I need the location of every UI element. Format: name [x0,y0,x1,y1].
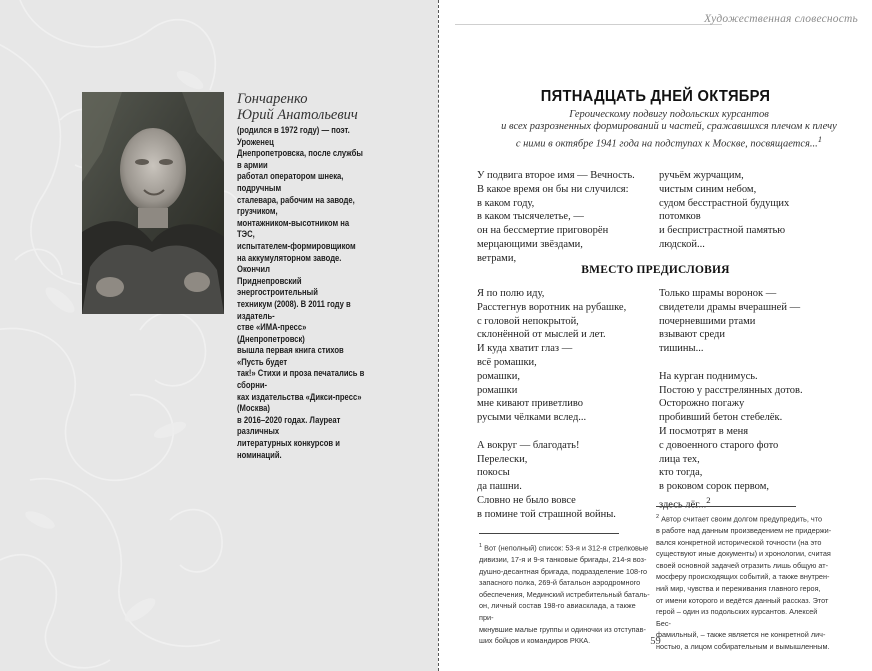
dedication-line [469,133,869,151]
verse-line: русыми чёлками вслед... [477,412,587,424]
author-given-names: Юрий Анатольевич [237,107,358,123]
verse-main-right [659,287,803,512]
verse-line: всё ромашки, [477,356,537,368]
dedication-line: Героическому подвигу подольских курсантов [569,109,769,120]
bio-line: (родился в 1972 году) — поэт. Уроженец [237,125,350,147]
verse-line: ручьём журчащим, [659,170,744,181]
footnote-line: душно-десантная бригада, подразделение 108-го [479,566,648,576]
dedication-line-text: с ними в октябре 1941 года на подступах к Москве, посвящается... [515,138,818,150]
verse-line: в каком году, [477,197,535,209]
verse-line: судом бесстрастной будущих [659,197,790,209]
verse-line: А вокруг — благодать! [477,439,580,451]
footnote-line: в работе над данным произведением не придержи- [656,526,832,536]
bio-line: так!» Стихи и проза печатались в сборни- [237,368,365,391]
stanza-gap [477,425,626,439]
verse-line: ромашки, [477,370,520,382]
verse-line: да пашни. [477,481,522,493]
verse-line: Осторожно погажу [659,398,745,410]
footnote-line: существуют иные документы) и хронологии, считая [656,549,831,559]
verse-line: На курган поднимусь. [659,370,758,382]
verse-line: в каком тысячелетье, — [477,211,584,223]
footnote-line: ностью, а лицом собирательным и вымышленным. [656,641,830,651]
bio-line: работал оператором шнека, подручным [237,171,344,193]
verse-line: с головой непокрытой, [477,315,579,327]
bio-line: на аккумуляторном заводе. Окончил [237,252,342,275]
verse-line: ветрами, [477,252,517,264]
verse-line: тишины... [659,343,704,355]
verse-top-right [659,169,789,252]
footnote-line: от имени которого и ведётся данный рассказ. Этот [656,595,829,605]
verse-main-left [477,287,626,522]
verse-line: почерневшими ртами [659,315,756,327]
footnote-line: он, личный состав 198-го авиасклада, а также при- [479,601,636,622]
verse-line: мне кивают приветливо [477,398,584,410]
bio-line: Приднепровский энергостроительный [237,275,318,298]
verse-line: с довоенного старого фото [659,439,779,451]
verse-top-left [477,169,635,266]
footnote-line: мосферу происходящих событий, а также внутрен- [656,572,830,582]
verse-line: покосы [477,467,510,479]
verse-line: свидетели драмы вчерашней — [659,301,801,313]
bio-line: Днепропетровска, после службы в армии [237,148,363,170]
dedication-line: и всех разрозненных формирований и частей, сражавшихся плечом к плечу [501,121,837,133]
footnote-line: своей основной задачей отразить лишь общую ат- [656,560,829,570]
verse-line-text: здесь лёг... [659,499,707,511]
page-number: 59 [650,636,661,647]
bio-line: испытателем-формировщиком [237,240,356,251]
author-name [237,91,358,123]
footnote-line: Вот (неполный) список: 53-я и 312-я стрелковые [484,543,649,553]
author-bio [237,125,369,461]
verse-line: кто тогда, [659,467,703,479]
right-page [439,0,872,671]
bio-line: сталевара, рабочим на заводе, грузчиком, [237,194,355,217]
verse-line: в роковом сорок первом, [659,481,769,493]
footnote-marker: 2 [656,514,660,520]
verse-line: чистым синим небом, [659,183,757,195]
subheading: ВМЕСТО ПРЕДИСЛОВИЯ [581,264,730,276]
footnote-rule-right [656,506,796,507]
footnote-line: герой – один из подольских курсантов. Алексей Бес- [656,607,818,628]
bio-line: литературных конкурсов и номинаций. [237,438,340,460]
verse-line: И куда хватит глаз — [477,343,573,355]
verse-line: мерцающими звёздами, [477,238,583,250]
footnote-line: мкнувшие малые группы и одиночки из отступав- [479,624,646,634]
verse-line: Только шрамы воронок — [659,288,777,299]
verse-line: склонённой от мыслей и лет. [477,329,606,341]
verse-line: Перелески, [477,453,528,465]
footnote-line: запасного полка, 269-й батальон аэродромного [479,578,641,588]
stanza-gap [659,356,803,370]
footnote-line: фамильный, – также является не конкретной лич- [656,630,826,640]
bio-line: монтажником-высотником на ТЭС, [237,217,350,240]
verse-line: В какое время он бы ни случился: [477,183,629,195]
bio-line: техникум (2008). В 2011 году в издатель- [237,298,351,321]
verse-line: в помине той страшной войны. [477,508,616,520]
author-photo [82,92,224,314]
verse-line: пробивший бетон стебелёк. [659,412,783,424]
verse-line [659,494,803,512]
author-surname: Гончаренко [237,91,308,107]
footnote-rule-left [479,533,619,534]
footnote-marker: 1 [817,134,823,145]
footnote-right [656,512,834,653]
footnote-marker: 2 [706,494,711,505]
verse-line: Я по полю иду, [477,288,545,299]
verse-line: И посмотрят в меня [659,425,749,437]
footnote-left [479,541,651,647]
section-header-rule [455,24,722,25]
verse-line: он на бессмертие приговорён [477,225,609,237]
poem-title: ПЯТНАДЦАТЬ ДНЕЙ ОКТЯБРЯ [540,88,771,105]
verse-line: Расстегнув воротник на рубашке, [477,301,627,313]
footnote-line: ших бойцов и командиров РККА. [479,636,591,646]
footnote-line: вался конкретной исторической точности (на это [656,537,822,547]
verse-line: ромашки [477,384,518,396]
verse-line: лица тех, [659,453,700,465]
bio-line: вышла первая книга стихов «Пусть будет [237,345,344,367]
verse-line: Словно не было вовсе [477,494,576,506]
bio-line: стве «ИМА-пресс» (Днепропетровск) [237,322,307,344]
dedication [469,109,869,151]
footnote-line: обеспечения, Мединский истребительный баталь- [479,589,650,599]
verse-line: и беспристрастной памятью [659,225,786,237]
bio-line: в 2016–2020 годах. Лауреат различных [237,414,341,437]
verse-line: У подвига второе имя — Вечность. [477,170,635,181]
section-label: Художественная словесность [704,13,858,25]
verse-line: людской... [659,238,705,250]
bio-line: ках издательства «Дикси-пресс» (Москва) [237,391,362,414]
footnote-marker: 1 [479,543,483,549]
verse-line: взывают среди [659,329,725,341]
footnote-line: дивизии, 17-я и 9-я танковые бригады, 214-я воз- [479,555,647,565]
footnote-line: ний мир, чувства и переживания главного героя, [656,583,821,593]
verse-line: потомков [659,211,701,223]
footnote-line: Автор считает своим долгом предупредить, что [661,514,823,524]
verse-line: Постою у расстрелянных дотов. [659,384,803,396]
